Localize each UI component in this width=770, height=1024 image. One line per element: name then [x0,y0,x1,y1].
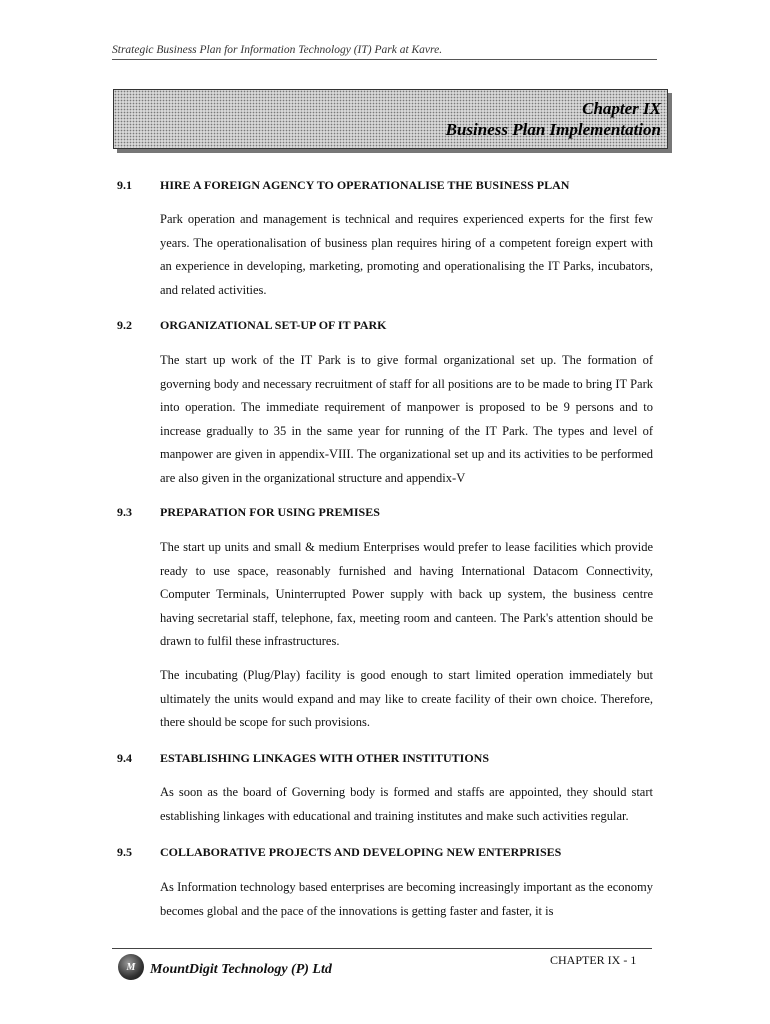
paragraph: The start up work of the IT Park is to give formal organizational set up. The formation of governing body and necessary recruitment of staff for all positions are to be made to bring IT Park into operation. The immediate requirement of manpower is proposed to be 9 persons and to increase gradually to 35 in the same year for running of the IT Park. The types and level of manpower are given in appendix-VIII. The organizational set up and its activities to be performed are also given in the organizational structure and appendix-V [160,353,653,485]
section-title: ESTABLISHING LINKAGES WITH OTHER INSTITUTIONS [160,751,489,765]
paragraph: Park operation and management is technical and requires experienced experts for the first few years. The operationalisation of business plan requires hiring of a competent foreign expert with an experience in developing, marketing, promoting and operationalising the IT Parks, incubators, and related activities. [160,212,653,297]
section-title: HIRE A FOREIGN AGENCY TO OPERATIONALISE THE BUSINESS PLAN [160,178,570,192]
section-number: 9.3 [117,505,132,519]
header-rule [112,59,657,60]
section-title: ORGANIZATIONAL SET-UP OF IT PARK [160,318,387,332]
paragraph: The start up units and small & medium Enterprises would prefer to lease facilities which provide ready to use space, reasonably furnished and having International Datacom Connectivity, Computer Terminals, Uninterrupted Power supply with back up system, the business centre having secretarial staff, telephone, fax, meeting room and canteen. The Park's attention should be drawn to fulfil these infrastructures. [160,540,653,648]
section-title: PREPARATION FOR USING PREMISES [160,505,380,519]
section-number: 9.5 [117,845,132,859]
company-logo-icon: M [118,954,144,980]
company-name: MountDigit Technology (P) Ltd [150,962,332,977]
footer-rule [112,948,652,949]
running-header: Strategic Business Plan for Information Technology (IT) Park at Kavre. [112,44,443,56]
section-number: 9.4 [117,751,132,765]
chapter-heading [446,98,661,140]
page-number: CHAPTER IX - 1 [550,953,637,967]
paragraph: The incubating (Plug/Play) facility is good enough to start limited operation immediately but ultimately the units would expand and may like to create facility of their own choice. Therefore, there should be scope for such provisions. [160,668,653,729]
section-number: 9.2 [117,318,132,332]
chapter-title: Business Plan Implementation [445,120,661,139]
paragraph: As soon as the board of Governing body is formed and staffs are appointed, they should start establishing linkages with educational and training institutes and make such activities regular. [160,785,653,823]
paragraph: As Information technology based enterprises are becoming increasingly important as the economy becomes global and the pace of the innovations is getting faster and faster, it is [160,880,653,918]
chapter-banner [113,89,668,149]
section-number: 9.1 [117,178,132,192]
chapter-number: Chapter IX [582,99,661,118]
section-title: COLLABORATIVE PROJECTS AND DEVELOPING NEW ENTERPRISES [160,845,562,859]
